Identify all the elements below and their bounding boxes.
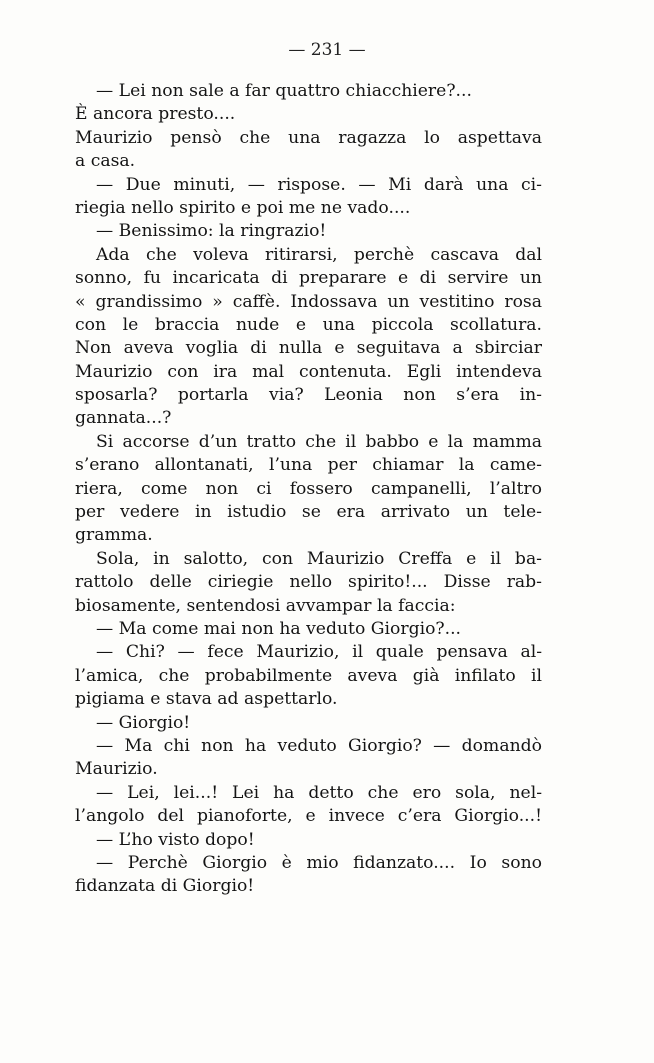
text-line: sonno, fu incaricata di preparare e di servire un bbox=[75, 268, 542, 289]
text-line: — Ma come mai non ha veduto Giorgio?... bbox=[96, 618, 462, 639]
text-line: riera, come non ci fossero campanelli, l’altro bbox=[75, 478, 542, 499]
page-number: — 231 — bbox=[288, 40, 366, 60]
text-line: gannata...? bbox=[75, 408, 172, 429]
text-line: l’angolo del pianoforte, e invece c’era Giorgio...! bbox=[75, 806, 542, 827]
text-line: — Giorgio! bbox=[96, 712, 191, 733]
body-text bbox=[75, 80, 542, 899]
text-line: biosamente, sentendosi avvampar la faccia: bbox=[75, 595, 456, 616]
text-line: Maurizio. bbox=[75, 759, 158, 780]
text-line: Maurizio con ira mal contenuta. Egli intendeva bbox=[75, 361, 542, 382]
text-line: — Chi? — fece Maurizio, il quale pensava al- bbox=[96, 642, 542, 663]
text-line: fidanzata di Giorgio! bbox=[75, 876, 255, 897]
text-line: per vedere in istudio se era arrivato un tele- bbox=[75, 502, 542, 523]
text-line: — Lei non sale a far quattro chiacchiere?... bbox=[96, 81, 472, 101]
text-line: Si accorse d’un tratto che il babbo e la mamma bbox=[96, 431, 542, 452]
text-line: Non aveva voglia di nulla e seguitava a sbirciar bbox=[75, 338, 542, 359]
text-line: — L’ho visto dopo! bbox=[96, 829, 255, 850]
text-line: Ada che voleva ritirarsi, perchè cascava dal bbox=[96, 244, 542, 265]
text-line: — Perchè Giorgio è mio fidanzato.... Io sono bbox=[96, 852, 542, 873]
text-line: gramma. bbox=[75, 525, 153, 546]
text-line: Maurizio pensò che una ragazza lo aspettava bbox=[75, 127, 542, 148]
text-line: sposarla? portarla via? Leonia non s’era in- bbox=[75, 385, 542, 406]
text-line: riegia nello spirito e poi me ne vado.... bbox=[75, 197, 411, 218]
text-line: — Lei, lei...! Lei ha detto che ero sola, nel- bbox=[96, 782, 542, 803]
text-line: — Benissimo: la ringrazio! bbox=[96, 221, 327, 242]
text-line: con le braccia nude e una piccola scollatura. bbox=[75, 314, 542, 335]
text-line: Sola, in salotto, con Maurizio Creffa e il ba- bbox=[96, 548, 542, 569]
text-line: — Due minuti, — rispose. — Mi darà una ci- bbox=[96, 174, 542, 195]
text-line: s’erano allontanati, l’una per chiamar la came- bbox=[75, 455, 542, 476]
text-line: — Ma chi non ha veduto Giorgio? — domandò bbox=[96, 735, 542, 756]
text-line: « grandissimo » caffè. Indossava un vestitino rosa bbox=[75, 291, 542, 312]
text-line: a casa. bbox=[75, 151, 136, 172]
text-line: rattolo delle ciriegie nello spirito!... Disse rab- bbox=[75, 572, 542, 593]
text-line: l’amica, che probabilmente aveva già infilato il bbox=[75, 665, 542, 686]
text-line: È ancora presto.... bbox=[75, 104, 236, 125]
text-line: pigiama e stava ad aspettarlo. bbox=[75, 689, 338, 710]
